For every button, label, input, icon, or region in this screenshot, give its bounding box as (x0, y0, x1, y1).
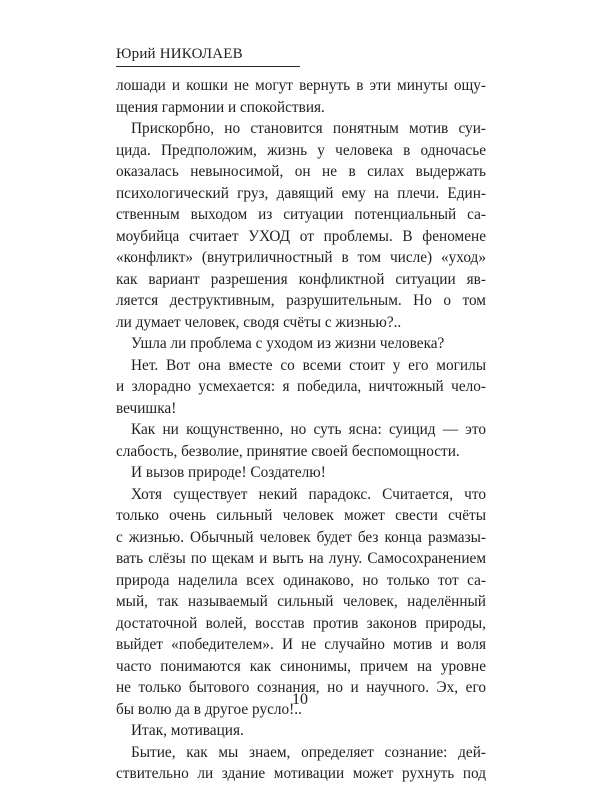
text-line: лошади и кошки не могут вернуть в эти минуты ощу- (116, 77, 486, 94)
text-line: Нет. Вот она вместе со всеми стоит у его могилы (131, 356, 486, 374)
text-line: оказалась невыносимой, он не в силах выдержать (116, 163, 486, 180)
text-line: достаточной волей, восстав против законов природы, (116, 614, 486, 632)
text-line: выйдет «победителем». И не случайно мотив и воля (116, 636, 486, 653)
text-line: вечишка! (116, 399, 177, 417)
text-line: Прискорбно, но становится понятным мотив суи- (131, 120, 486, 137)
text-line: слабость, безволие, принятие своей беспомощности. (116, 442, 460, 460)
text-line: вать слёзы по щекам и выть на луну. Самосохранением (116, 550, 486, 567)
text-line: часто понимаются как синонимы, причем на уровне (116, 657, 486, 675)
text-line: ствительно ли здание мотивации может рухнуть под (116, 765, 486, 782)
text-line: ли думает человек, сводя счёты с жизнью?.. (116, 313, 402, 331)
text-line: И вызов природе! Создателю! (131, 464, 326, 481)
text-line: природа наделила всех одинаково, но только тот са- (116, 571, 486, 589)
text-line: как вариант разрешения конфликтной ситуации яв- (116, 270, 486, 288)
text-line: с жизнью. Обычный человек будет без конца размазы- (116, 528, 486, 546)
text-line: и злорадно усмехается: я победила, ничтожный чело- (116, 378, 486, 395)
page-body-text (116, 75, 486, 785)
text-line: ственным выходом из ситуации потенциальный са- (116, 206, 486, 223)
text-line: Бытие, как мы знаем, определяет сознание: дей- (131, 743, 486, 761)
text-line: цида. Предположим, жизнь у человека в одночасье (116, 141, 486, 159)
text-line: моубийца считает УХОД от проблемы. В феномене (116, 227, 486, 245)
header-rule (116, 66, 300, 67)
text-line: бы волю да в другое русло!.. (116, 700, 302, 718)
text-line: ляется деструктивным, разрушительным. Но о том (116, 292, 486, 309)
running-header (116, 44, 300, 64)
text-line: психологический груз, давящий ему на плечи. Един- (116, 184, 486, 202)
text-line: Как ни кощунственно, но суть ясна: суицид — это (131, 421, 486, 438)
text-line: не только бытового сознания, но и научного. Эх, его (116, 679, 486, 696)
text-line: щения гармонии и спокойствия. (116, 98, 325, 116)
text-line: только очень сильный человек может свести счёты (116, 507, 486, 524)
running-header-author: Юрий НИКОЛАЕВ (116, 46, 243, 62)
text-line: Ушла ли проблема с уходом из жизни человека? (131, 335, 445, 352)
text-line: Хотя существует некий парадокс. Считается, что (131, 485, 486, 503)
page-number: 10 (292, 691, 308, 708)
text-line: мый, так называемый сильный человек, наделённый (116, 593, 486, 610)
text-line: Итак, мотивация. (131, 722, 244, 739)
text-line: «конфликт» (внутриличностный в том числе) «уход» (116, 249, 486, 266)
